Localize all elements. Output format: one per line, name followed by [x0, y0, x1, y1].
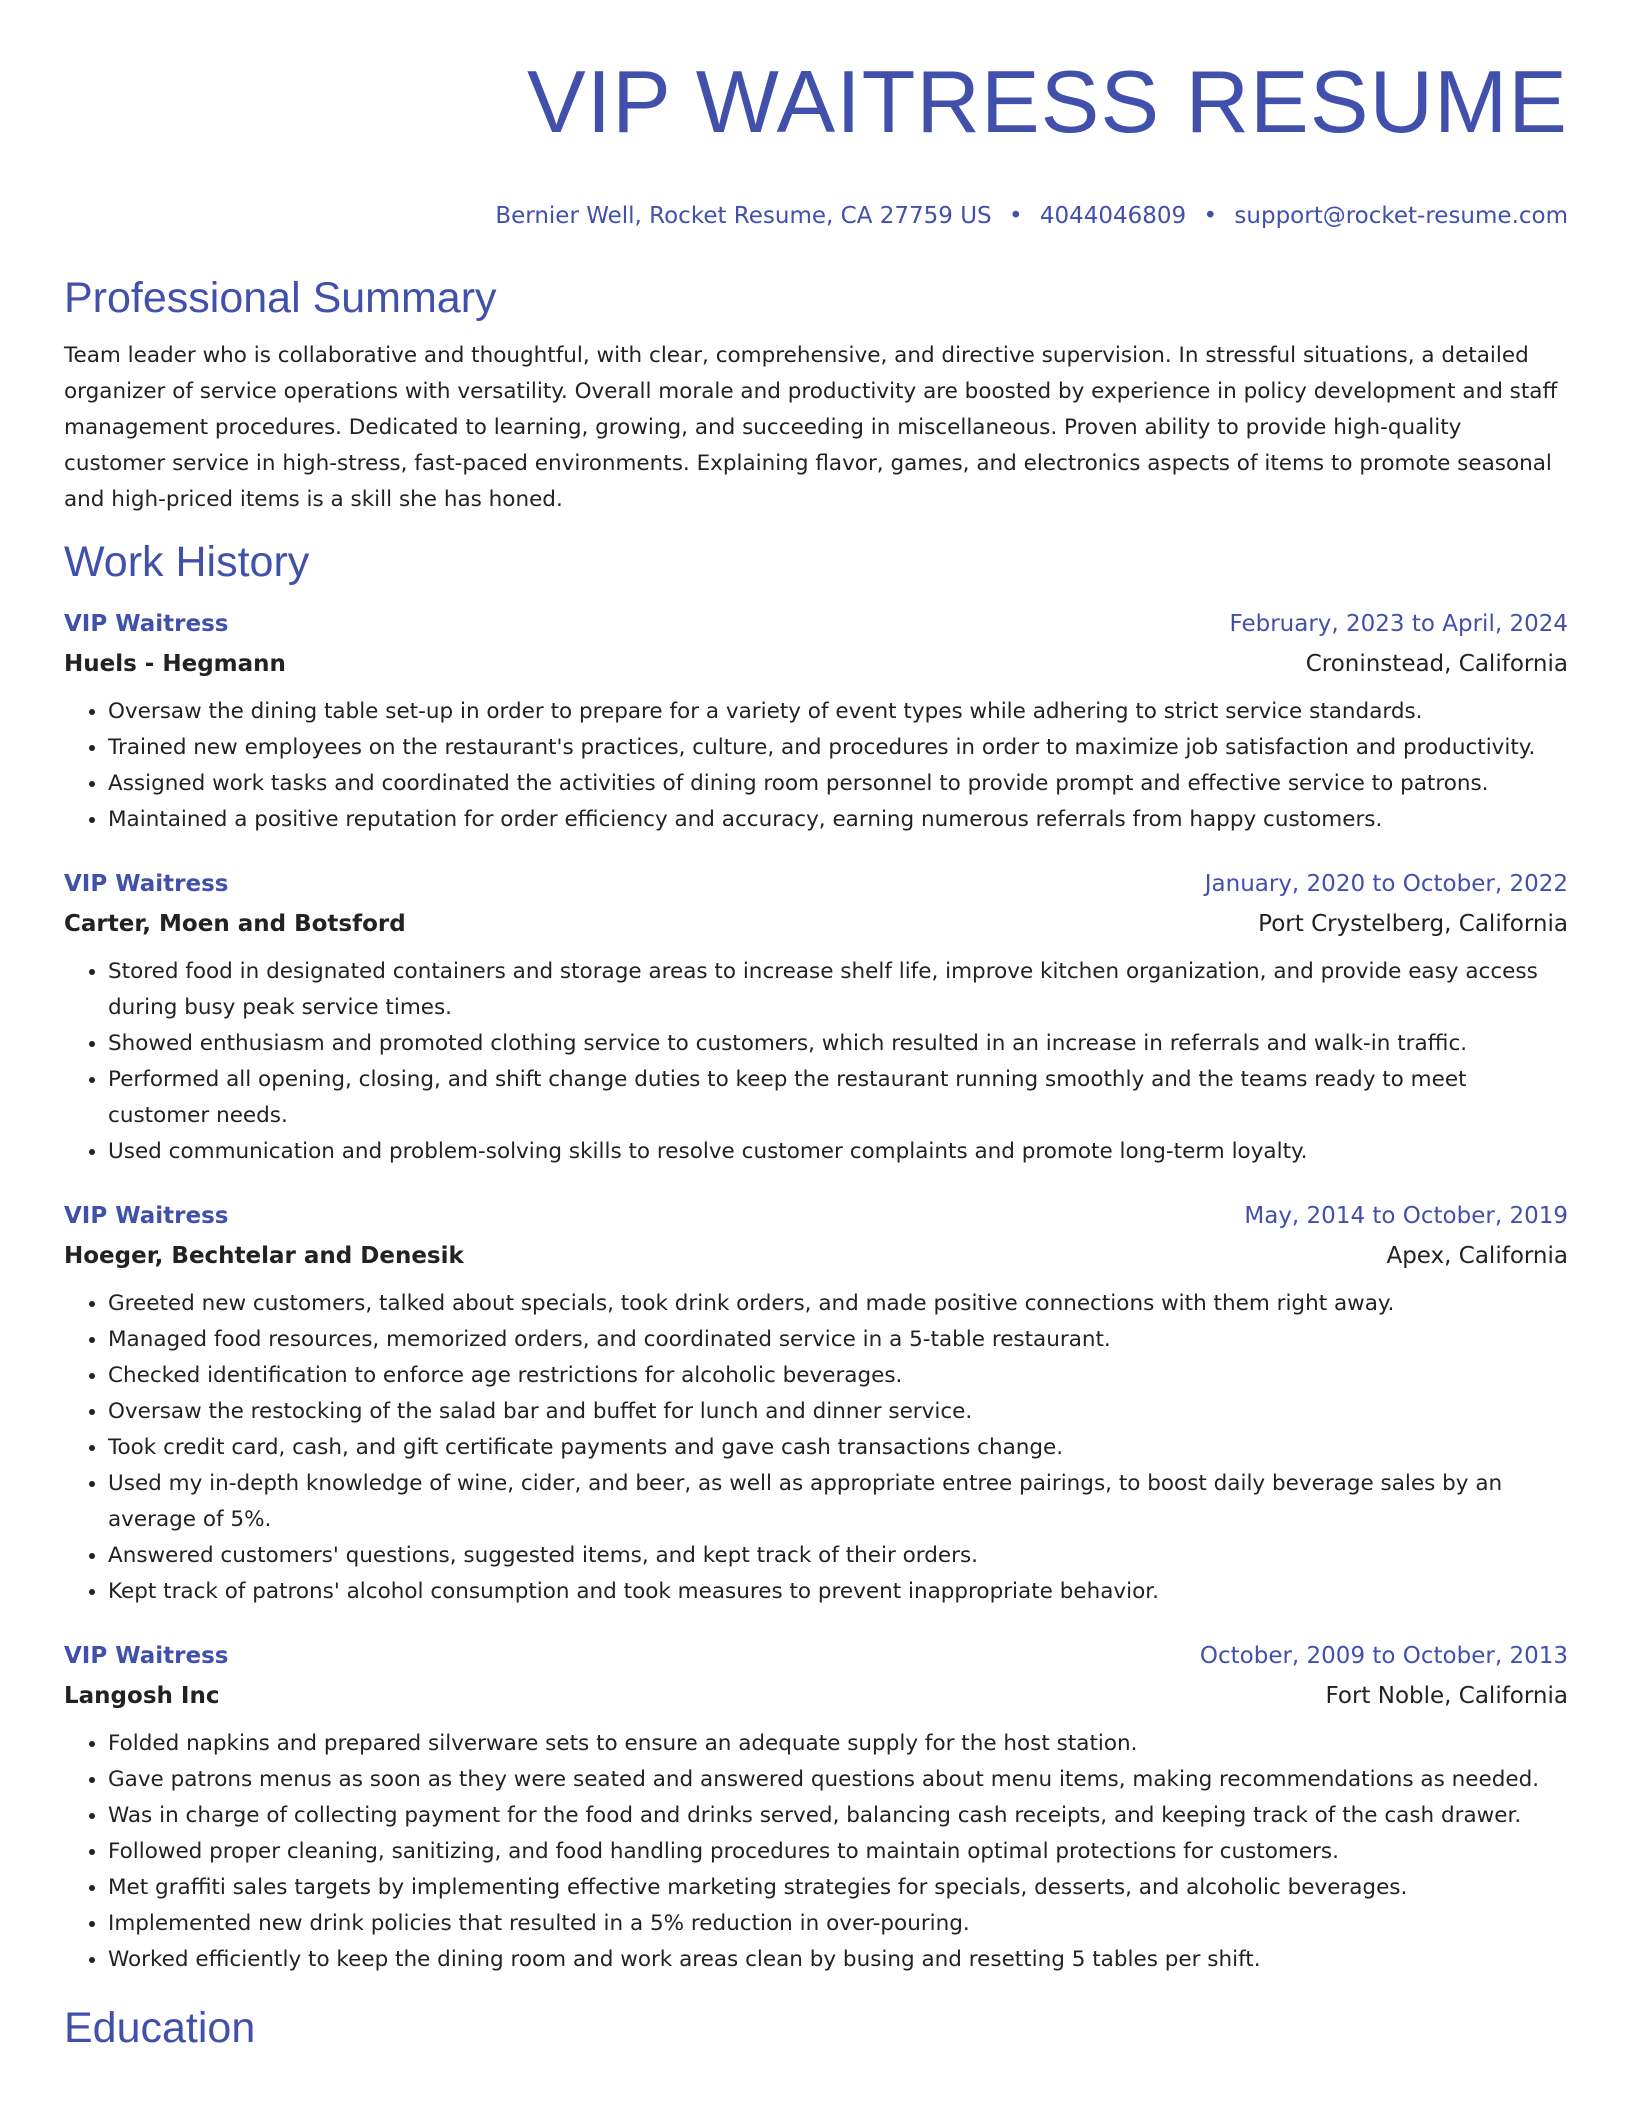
job-location: Apex, California [1386, 1243, 1568, 1269]
education-heading: Education [64, 2004, 256, 2052]
resume-header [64, 0, 1568, 232]
job-bullet: • Greeted new customers, talked about specials, took drink orders, and made positive connections with them right away. [108, 1286, 1568, 1322]
job-title: VIP Waitress [64, 611, 229, 637]
job-bullet: • Checked identification to enforce age restrictions for alcoholic beverages. [108, 1358, 1568, 1394]
job-bullet: • Assigned work tasks and coordinated the activities of dining room personnel to provide prompt and effective service to patrons. [108, 766, 1568, 802]
job-bullet: • Kept track of patrons' alcohol consumption and took measures to prevent inappropriate behavior. [108, 1574, 1568, 1610]
job-bullet: • Showed enthusiasm and promoted clothing service to customers, which resulted in an increase in referrals and walk-in traffic. [108, 1026, 1568, 1062]
contact-email: support@rocket-resume.com [1234, 203, 1568, 229]
summary-heading: Professional Summary [64, 274, 497, 322]
job-bullet: • Used my in-depth knowledge of wine, cider, and beer, as well as appropriate entree pairings, to boost daily beverage sales by an average of 5%. [108, 1466, 1568, 1538]
contact-phone: 4044046809 [1039, 203, 1187, 229]
job-title: VIP Waitress [64, 1203, 229, 1229]
job-bullet: • Performed all opening, closing, and shift change duties to keep the restaurant running smoothly and the teams ready to meet customer needs. [108, 1062, 1568, 1134]
job-bullets [64, 1726, 1568, 1978]
resume-title: VIP WAITRESS RESUME [527, 52, 1568, 151]
contact-line [64, 200, 1568, 232]
job-title: VIP Waitress [64, 871, 229, 897]
job-location: Port Crystelberg, California [1258, 911, 1568, 937]
job-entry [64, 1200, 1568, 1610]
contact-address: Bernier Well, Rocket Resume, CA 27759 US [495, 203, 992, 229]
job-bullet: • Stored food in designated containers and storage areas to increase shelf life, improve kitchen organization, and provide easy access during busy peak service times. [108, 954, 1568, 1026]
job-entry [64, 608, 1568, 838]
job-bullet: • Used communication and problem-solving skills to resolve customer complaints and promote long-term loyalty. [108, 1134, 1568, 1170]
job-bullet: • Took credit card, cash, and gift certificate payments and gave cash transactions change. [108, 1430, 1568, 1466]
job-dates: October, 2009 to October, 2013 [1199, 1643, 1568, 1669]
contact-separator: • [1008, 203, 1023, 229]
summary-text: Team leader who is collaborative and thoughtful, with clear, comprehensive, and directive supervision. In stressful situations, a detailed organizer of service operations with versatility. Overall morale and productivity are boosted by experience in policy development and staff management procedures. Dedicated to learning, growing, and succeeding in miscellaneous. Proven ability to provide high-quality customer service in high-stress, fast-paced environments. Explaining flavor, games, and electronics aspects of items to promote seasonal and high-priced items is a skill she has honed. [64, 343, 1558, 512]
job-entry [64, 1640, 1568, 1978]
job-location: Croninstead, California [1305, 651, 1568, 677]
work-history-section [64, 534, 1568, 1978]
contact-separator: • [1203, 203, 1218, 229]
job-bullet: • Trained new employees on the restaurant's practices, culture, and procedures in order to maximize job satisfaction and productivity. [108, 730, 1568, 766]
job-bullet: • Was in charge of collecting payment for the food and drinks served, balancing cash receipts, and keeping track of the cash drawer. [108, 1798, 1568, 1834]
job-title: VIP Waitress [64, 1643, 229, 1669]
job-location: Fort Noble, California [1325, 1683, 1568, 1709]
work-history-heading: Work History [64, 538, 310, 586]
job-bullet: • Met graffiti sales targets by implementing effective marketing strategies for specials, desserts, and alcoholic beverages. [108, 1870, 1568, 1906]
job-bullets [64, 954, 1568, 1170]
job-bullets [64, 694, 1568, 838]
education-section [64, 2000, 1568, 2056]
job-bullet: • Folded napkins and prepared silverware sets to ensure an adequate supply for the host station. [108, 1726, 1568, 1762]
job-bullets [64, 1286, 1568, 1610]
job-company: Carter, Moen and Botsford [64, 911, 406, 937]
job-company: Huels - Hegmann [64, 651, 286, 677]
job-dates: January, 2020 to October, 2022 [1204, 871, 1568, 897]
job-bullet: • Followed proper cleaning, sanitizing, and food handling procedures to maintain optimal protections for customers. [108, 1834, 1568, 1870]
job-bullet: • Gave patrons menus as soon as they were seated and answered questions about menu items, making recommendations as needed. [108, 1762, 1568, 1798]
job-dates: February, 2023 to April, 2024 [1229, 611, 1568, 637]
job-bullet: • Maintained a positive reputation for order efficiency and accuracy, earning numerous referrals from happy customers. [108, 802, 1568, 838]
job-entry [64, 868, 1568, 1170]
job-dates: May, 2014 to October, 2019 [1244, 1203, 1568, 1229]
job-bullet: • Implemented new drink policies that resulted in a 5% reduction in over-pouring. [108, 1906, 1568, 1942]
job-bullet: • Oversaw the restocking of the salad bar and buffet for lunch and dinner service. [108, 1394, 1568, 1430]
job-bullet: • Managed food resources, memorized orders, and coordinated service in a 5-table restaurant. [108, 1322, 1568, 1358]
job-bullet: • Answered customers' questions, suggested items, and kept track of their orders. [108, 1538, 1568, 1574]
job-company: Hoeger, Bechtelar and Denesik [64, 1243, 464, 1269]
job-bullet: • Worked efficiently to keep the dining room and work areas clean by busing and resetting 5 tables per shift. [108, 1942, 1568, 1978]
summary-section [64, 270, 1568, 518]
job-company: Langosh Inc [64, 1683, 220, 1709]
job-bullet: • Oversaw the dining table set-up in order to prepare for a variety of event types while adhering to strict service standards. [108, 694, 1568, 730]
